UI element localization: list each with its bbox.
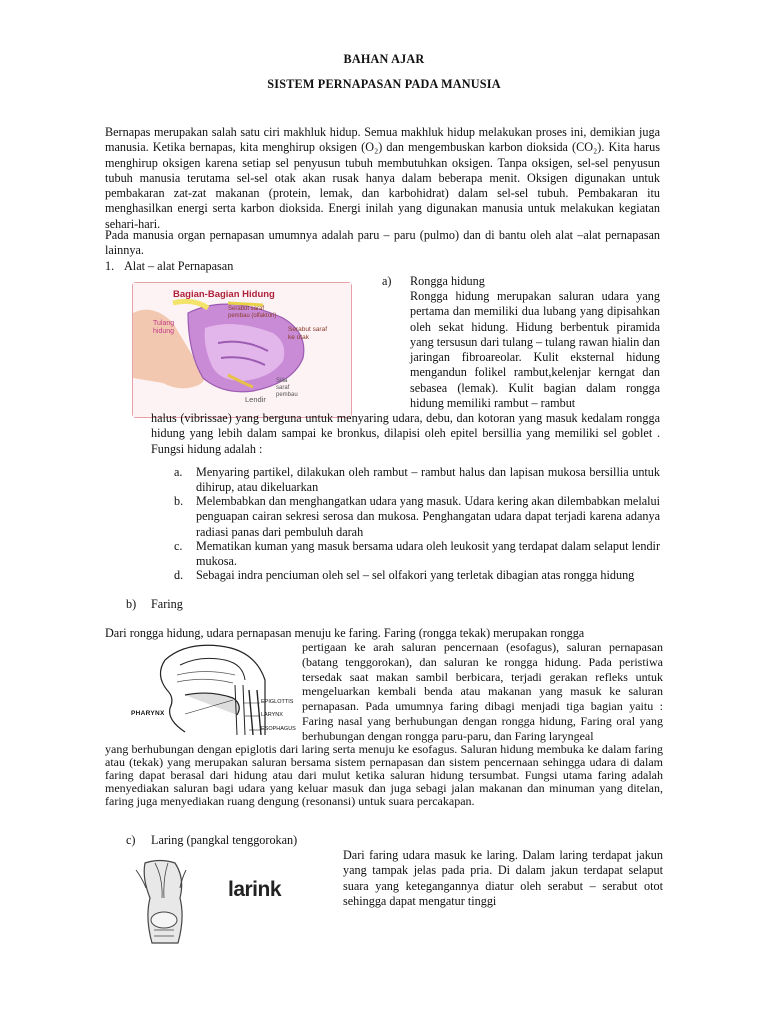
intro-paragraph-2: Pada manusia organ pernapasan umumnya adalah paru – paru (pulmo) dan di bantu oleh alat –alat pernapasan lainnya.	[105, 228, 660, 258]
label-epiglottis: EPIGLOTTIS	[261, 699, 294, 705]
rongga-continued-text: halus (vibrissae) yang berguna untuk menyaring udara, debu, dan kotoran yang masuk kedalam rongga hidung yang lebih dalam sampai ke bronkus, dilapisi oleh epitel bersillia yang memiliki sel goblet . Fungsi hidung adalah :	[151, 411, 660, 456]
function-item-d	[174, 568, 660, 599]
nose-anatomy-illustration	[133, 283, 351, 417]
label-serabut-pembau: Serabut saraf pembau (olfaktori)	[228, 306, 277, 319]
nose-figure-title: Bagian-Bagian Hidung	[173, 289, 275, 300]
faring-intro: Dari rongga hidung, udara pernapasan menuju ke faring. Faring (rongga tekak) merupakan rongga	[105, 626, 585, 640]
function-item-a	[174, 465, 660, 496]
faring-marker: b)	[126, 597, 137, 611]
function-item-marker: c.	[174, 539, 183, 553]
document-title: BAHAN AJAR	[343, 52, 425, 66]
label-serabut-ke-otak: Serabut saraf ke otak	[288, 326, 328, 341]
faring-title: Faring	[151, 597, 183, 611]
document-subtitle: SISTEM PERNAPASAN PADA MANUSIA	[267, 77, 501, 91]
function-item-c	[174, 539, 660, 570]
function-item-marker: a.	[174, 465, 183, 479]
label-pharynx: PHARYNX	[131, 710, 165, 717]
section-1-title: Alat – alat Pernapasan	[124, 259, 234, 273]
pharynx-illustration	[125, 640, 295, 740]
section-1-number: 1.	[105, 259, 115, 273]
faring-side-text: pertigaan ke arah saluran pencernaan (esofagus), saluran pernapasan (batang tenggorokan), dan saluran ke rongga hidung. Pada peristiwa tersedak saat makan sambil berbicara, terjadi gerakan refleks untuk mengeluarkan kembali benda atau makanan yang masuk ke saluran pernapasan. Pada umumnya faring dibagi menjadi tiga bagian yaitu : Faring nasal yang berhubungan dengan rongga hidung, Faring oral yang berhubungan dengan rongga paru-paru, dan Faring laryngeal	[302, 640, 663, 743]
larynx-illustration	[130, 858, 288, 948]
function-item-text: Melembabkan dan menghangatkan udara yang masuk. Udara kering akan dilembabkan melalui penguapan cairan sekresi serosa dan mukosa. Penghangatan udara dapat terjadi karena adanya radiasi panas dari pembuluh darah	[196, 494, 660, 539]
label-silia: Silia saraf pembau	[276, 378, 298, 398]
function-item-marker: b.	[174, 494, 184, 508]
label-larynx: LARYNX	[261, 712, 283, 718]
function-item-text: Sebagai indra penciuman oleh sel – sel olfakori yang terletak dibagian atas rongga hidung	[196, 568, 635, 582]
laring-side-text: Dari faring udara masuk ke laring. Dalam laring terdapat jakun yang tampak jelas pada pria. Di dalam jakun terdapat selaput suara yang ketegangannya diatur oleh serabut – serabut otot sehingga dapat mengatur tinggi	[343, 848, 663, 908]
rongga-title: Rongga hidung	[410, 274, 485, 288]
label-larink: larink	[228, 878, 282, 901]
function-item-b	[174, 494, 660, 540]
laring-title: Laring (pangkal tenggorokan)	[151, 833, 298, 847]
faring-continued-text: yang berhubungan dengan epiglotis dari laring serta menuju ke esofagus. Saluran hidung membuka ke dalam faring atau (tekak) yang merupakan saluran bersama sistem pernapasan dan sistem pencernaan sehingga udara di dalam faring dapat berasal dari hidung atau dari mulut ketika saluran hidung tersumbat. Fungsi utama faring adalah menyediakan saluran bagi udara yang keluar masuk dan juga sebagi jalan makanan dan minuman yang ditelan, faring juga menyediakan ruang dengung (resonansi) untuk suara percakapan.	[105, 742, 663, 808]
label-esophagus: ESOPHAGUS	[261, 726, 296, 732]
intro-paragraph-1: Bernapas merupakan salah satu ciri makhluk hidup. Semua makhluk hidup melakukan proses ini, demikian juga manusia. Ketika bernapas, kita menghirup oksigen (O₂) dan mengembuskan karbon dioksida (CO₂). Kita harus menghirup oksigen karena setiap sel penyusun tubuh membutuhkan oksigen. Tanpa oksigen, sel-sel penyusun tubuh manusia terutama sel-sel otak akan rusak hanya dalam beberapa menit. Oksigen digunakan untuk pembakaran zat-zat makanan (protein, lemak, dan karbohidrat) dalam sel-sel tubuh. Pembakaran itu menghasilkan energi serta karbon dioksida. Energi inilah yang digunakan manusia untuk melakukan kegiatan sehari-hari.	[105, 125, 660, 231]
rongga-side-text: Rongga hidung merupakan saluran udara yang pertama dan memiliki dua lubang yang dipisahkan oleh sekat hidung. Hidung berbentuk piramida yang tersusun dari tulang – tulang rawan hialin dan jaringan fibroareolar. Kulit eksternal hidung mengandun folikel rambut,kelenjar kerngat dan sebasea (lemak). Kulit bagian dalam rongga hidung memiliki rambut – rambut	[410, 289, 660, 411]
function-item-marker: d.	[174, 568, 184, 582]
function-item-text: Mematikan kuman yang masuk bersama udara oleh leukosit yang terdapat dalam selaput lendir mukosa.	[196, 539, 660, 569]
function-item-text: Menyaring partikel, dilakukan oleh rambut – rambut halus dan lapisan mukosa bersillia untuk dihirup, atau dikeluarkan	[196, 465, 660, 495]
larynx-figure	[130, 858, 288, 948]
laring-marker: c)	[126, 833, 136, 847]
label-lendir: Lendir	[245, 395, 266, 404]
nose-anatomy-figure	[132, 282, 352, 418]
pharynx-figure	[125, 640, 295, 740]
rongga-marker: a)	[382, 274, 392, 288]
label-tulang-hidung: Tulang hidung	[153, 320, 175, 335]
